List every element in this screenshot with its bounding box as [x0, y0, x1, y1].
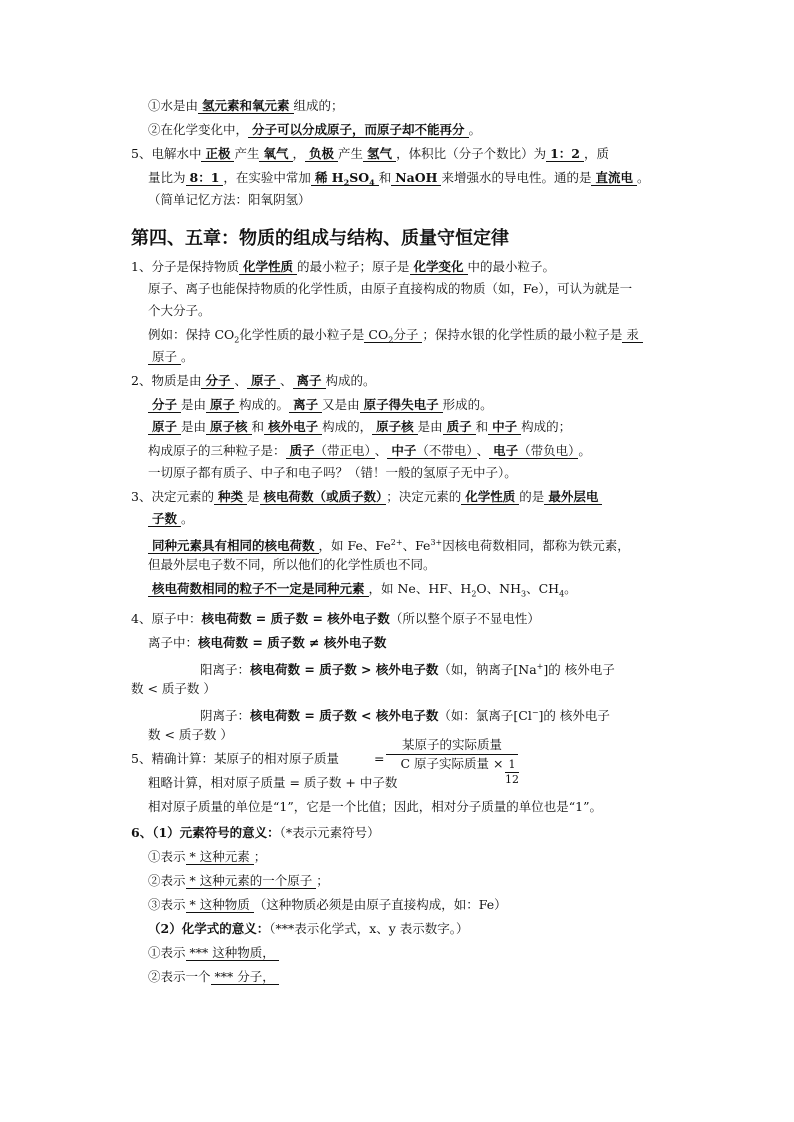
line-different-properties: 但最外层电子数不同，所以他们的化学性质也不同。 [148, 557, 436, 572]
line-cation-cont: 数 < 质子数 ） [131, 681, 216, 696]
line-atom-structure: 原子 是由 原子核 和 核外电子 构成的， 原子核 是由 质子 和 中子 构成的； [148, 418, 571, 436]
line-electrolysis: 5、电解水中 正极 产生 氧气 ， 负极 产生 氢气 ，体积比（分子个数比）为 1：2 ，质 [131, 146, 609, 161]
line-chemical-change: ②在化学变化中， 分子可以分成原子，而原子却不能再分 。 [148, 122, 482, 137]
one-twelfth-fraction: $\frac{1}{12}$ [505, 758, 519, 786]
line-molecule-ion: 分子 是由 原子 构成的。 离子 又是由 原子得失电子 形成的。 [148, 396, 493, 414]
fraction-denominator: C 原子实际质量 × [386, 754, 518, 773]
line-symbol-substance: ③表示 * 这种物质 （这种物质必须是由原子直接构成，如：Fe） [148, 897, 507, 912]
line-unit-note: 相对原子质量的单位是“1”，它是一个比值；因此，相对分子质量的单位也是“1”。 [148, 799, 602, 814]
line-example-co2: 例如：保持 $CO_2$化学性质的最小粒子是 $CO_2$分子 ；保持水银的化学性质的最小粒子是 汞 [148, 326, 643, 350]
line-neutron-question: 一切原子都有质子、中子和电子吗？（错！一般的氢原子无中子）。 [148, 465, 517, 480]
line-matter-composition: 2、物质是由 分子 、 原子 、 离子 构成的。 [131, 373, 376, 388]
line-mercury-atom: 原子 。 [148, 348, 194, 366]
line-molecule-definition: 1、分子是保持物质 化学性质 的最小粒子；原子是 化学变化 中的最小粒子。 [131, 259, 556, 274]
line-precise-calculation: 5、精确计算：某原子的相对原子质量 [131, 751, 339, 766]
line-formula-molecule: ②表示一个 *** 分子， [148, 968, 279, 986]
line-atom-balance: 4、原子中：核电荷数 = 质子数 = 核外电子数（所以整个原子不显电性） [131, 611, 540, 626]
line-water-composition: ①水是由 氢元素和氧元素 组成的； [148, 98, 344, 113]
line-formula-substance: ①表示 *** 这种物质， [148, 944, 279, 962]
line-three-particles: 构成原子的三种粒子是： 质子（带正电） 、 中子（不带电） 、 电子（带负电） 。 [148, 443, 591, 458]
line-symbol-element: ①表示 * 这种元素 ； [148, 849, 267, 864]
section-heading: 第四、五章：物质的组成与结构、质量守恒定律 [131, 228, 509, 249]
line-anion: 阴离子：核电荷数 = 质子数 < 核外电子数（如：氯离子[Cl−]的 核外电子 [200, 708, 610, 724]
line-same-charge-particles: 核电荷数相同的粒子不一定是同种元素 ，如 Ne、HF、$H_2O$、$NH_3$、$CH_4$。 [148, 580, 577, 604]
line-mnemonic: （简单记忆方法：阳氧阴氢） [148, 192, 311, 207]
line-symbol-atom: ②表示 * 这种元素的一个原子 ； [148, 873, 329, 888]
line-atoms-ions: 原子、离子也能保持物质的化学性质，由原子直接构成的物质（如，Fe），可认为就是一 [148, 281, 633, 296]
line-formula-meaning: （2）化学式的意义：（***表示化学式，x、y 表示数字。） [148, 921, 469, 936]
relative-mass-fraction [386, 736, 518, 773]
line-cation: 阳离子：核电荷数 = 质子数 > 核外电子数（如，钠离子[Na+]的 核外电子 [200, 662, 615, 678]
fraction-numerator: 某原子的实际质量 [401, 737, 502, 752]
equals-sign: = [374, 751, 385, 766]
line-valence-electrons: 子数 。 [148, 510, 194, 528]
line-mass-ratio: 量比为 8：1 ，在实验中常加 稀 $H_2SO_4$ 和 NaOH 来增强水的导电性。通的是 直流电 。 [148, 170, 650, 188]
line-ion-balance: 离子中：核电荷数 = 质子数 ≠ 核外电子数 [148, 635, 387, 650]
line-element-determinants: 3、决定元素的 种类 是 核电荷数（或质子数） ；决定元素的 化学性质 的是 最外层电 [131, 488, 602, 506]
line-rough-calculation: 粗略计算，相对原子质量 = 质子数 + 中子数 [148, 775, 398, 790]
line-symbol-meaning: 6、（1）元素符号的意义：（*表示元素符号） [131, 825, 380, 840]
line-same-element: 同种元素具有相同的核电荷数 ，如 Fe、$Fe^{2+}$、$Fe^{3+}$因核电荷数相同，都称为铁元素， [148, 534, 630, 555]
line-big-molecule: 个大分子。 [148, 303, 211, 318]
line-anion-cont: 数 < 质子数 ） [148, 727, 233, 742]
